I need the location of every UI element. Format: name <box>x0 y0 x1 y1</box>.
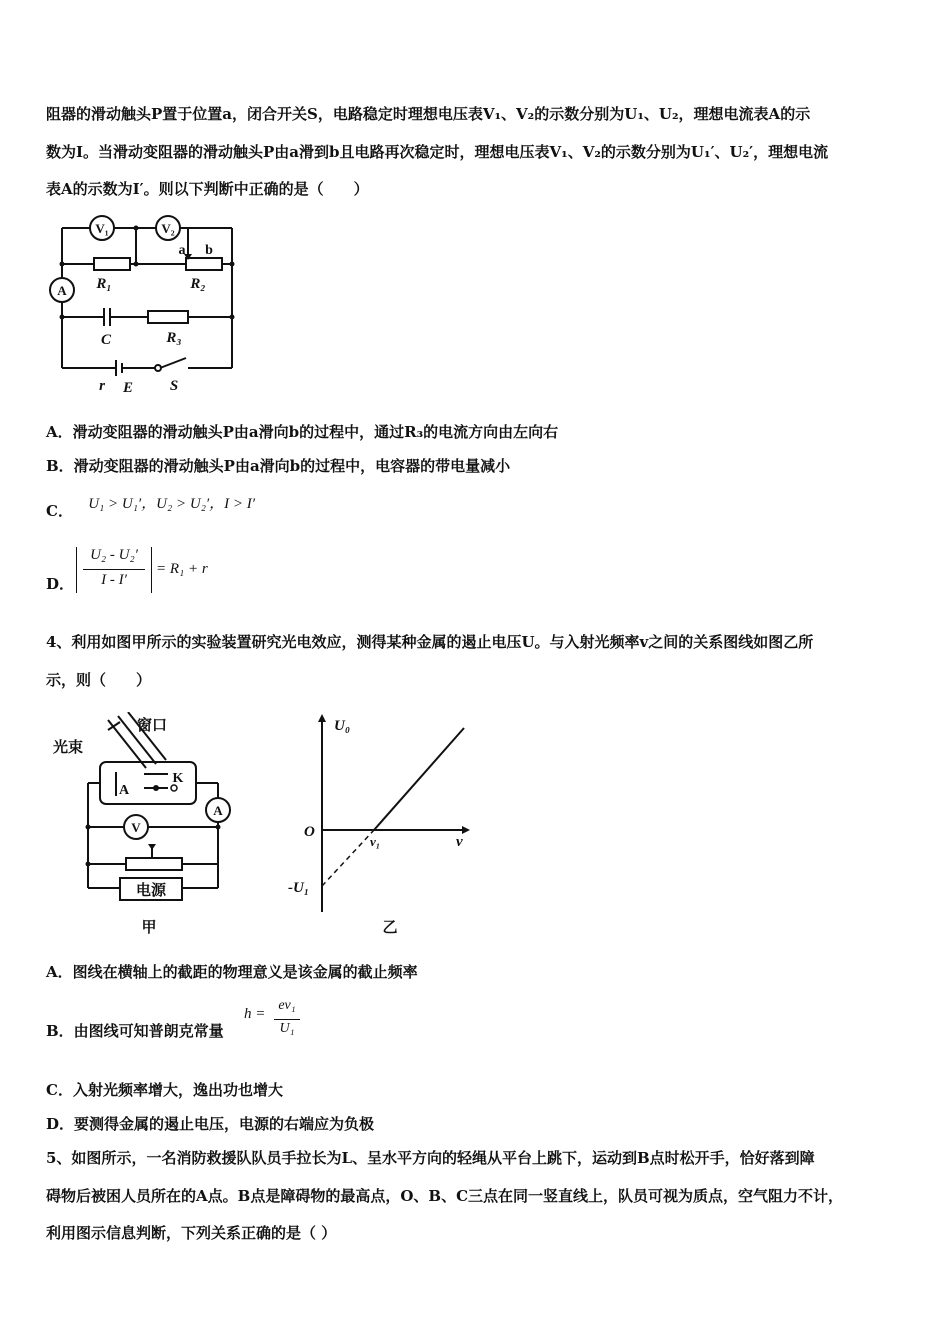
switch-label: S <box>169 378 179 394</box>
q3-option-c-math: U₁ > U₁′，U₂ > U₂′，I > I′ <box>88 496 256 512</box>
figure-yi-caption: 乙 <box>382 920 398 936</box>
graph-v1-label: v₁ <box>370 834 381 849</box>
voltmeter-v2-label: V₂ <box>161 221 175 236</box>
q5-text-line-1: 5、如图所示，一名消防救援队队员手拉长为L、呈水平方向的轻绳从平台上跳下，运动到B点时松开手，恰好落到障 <box>46 1149 815 1167</box>
q4-option-b-fraction <box>272 1000 302 1042</box>
q3-option-d-abs <box>76 547 152 593</box>
figure-jia-caption: 甲 <box>141 920 157 936</box>
q3-option-c[interactable] <box>46 496 256 521</box>
graph-origin-label: O <box>304 824 315 840</box>
q3-text-line-3: 表A的示数为I′。则以下判断中正确的是（ ） <box>46 180 369 198</box>
resistor-r1-label: R₁ <box>96 276 112 292</box>
graph-y-axis-label: U₀ <box>334 718 351 734</box>
q3-option-a[interactable]: A．滑动变阻器的滑动触头P由a滑向b的过程中，通过R₃的电流方向由左向右 <box>46 423 559 441</box>
circuit-diagram <box>44 210 244 400</box>
light-beam-label: 光束 <box>52 740 84 756</box>
q4-option-b-numerator: ev₁ <box>278 998 296 1013</box>
resistor-r3-label: R₃ <box>166 330 182 346</box>
graph-x-axis-label: v <box>456 834 463 850</box>
q3-option-d-numerator: U₂ - U₂′ <box>90 547 138 563</box>
slider-point-a: a <box>178 243 186 258</box>
capacitor-label: C <box>100 332 112 348</box>
voltmeter-v-label: V <box>131 820 141 835</box>
anode-a-label: A <box>118 783 130 798</box>
slider-point-b: b <box>205 243 213 258</box>
q3-text-line-2: 数为I。当滑动变阻器的滑动触头P由a滑到b且电路再次稳定时，理想电压表V₁、V₂的示数分别为U₁′、U₂′，理想电流 <box>46 143 829 161</box>
q4-option-b-lhs: h = <box>244 1006 266 1022</box>
q4-option-a[interactable]: A．图线在横轴上的截距的物理意义是该金属的截止频率 <box>46 963 418 981</box>
q4-text-line-2: 示，则（ ） <box>46 671 152 689</box>
internal-resistance-label: r <box>99 378 105 394</box>
ammeter-label: A <box>57 283 67 298</box>
resistor-r2-label: R₂ <box>190 276 206 292</box>
q5-text-line-2: 碍物后被困人员所在的A点。B点是障碍物的最高点，O、B、C三点在同一竖直线上，队员可视为质点，空气阻力不计， <box>46 1187 844 1205</box>
window-label: 窗口 <box>136 718 168 734</box>
q4-text-line-1: 4、利用如图甲所示的实验装置研究光电效应，测得某种金属的遏止电压U。与入射光频率v之间的关系图线如图乙所 <box>46 633 814 651</box>
photoelectric-apparatus-figure <box>48 712 248 937</box>
emf-label: E <box>122 380 134 396</box>
q4-option-d[interactable]: D．要测得金属的遏止电压，电源的右端应为负极 <box>46 1115 375 1133</box>
q4-option-c[interactable]: C．入射光频率增大，逸出功也增大 <box>46 1081 283 1099</box>
q3-option-d-rhs: = R₁ + r <box>156 561 208 577</box>
power-supply-label: 电源 <box>135 883 167 899</box>
voltmeter-v1-label: V₁ <box>95 221 109 236</box>
graph-neg-u1-label: -U₁ <box>288 880 310 896</box>
q3-option-c-label: C． <box>46 502 73 520</box>
q3-option-d-label: D． <box>46 575 75 593</box>
q3-option-d-denominator: I - I′ <box>101 572 127 588</box>
q3-text-line-1: 阻器的滑动触头P置于位置a，闭合开关S，电路稳定时理想电压表V₁、V₂的示数分别为U₁、U₂，理想电流表A的示 <box>46 105 811 123</box>
cathode-k-label: K <box>172 771 184 786</box>
ammeter-a-label: A <box>213 803 223 818</box>
q3-option-b[interactable]: B．滑动变阻器的滑动触头P由a滑向b的过程中，电容器的带电量减小 <box>46 457 511 475</box>
q4-option-b-label: B．由图线可知普朗克常量 <box>46 1022 224 1040</box>
q5-text-line-3: 利用图示信息判断，下列关系正确的是（ ） <box>46 1224 337 1242</box>
stopping-voltage-graph <box>286 712 476 937</box>
q4-option-b-denominator: U₁ <box>279 1021 295 1036</box>
